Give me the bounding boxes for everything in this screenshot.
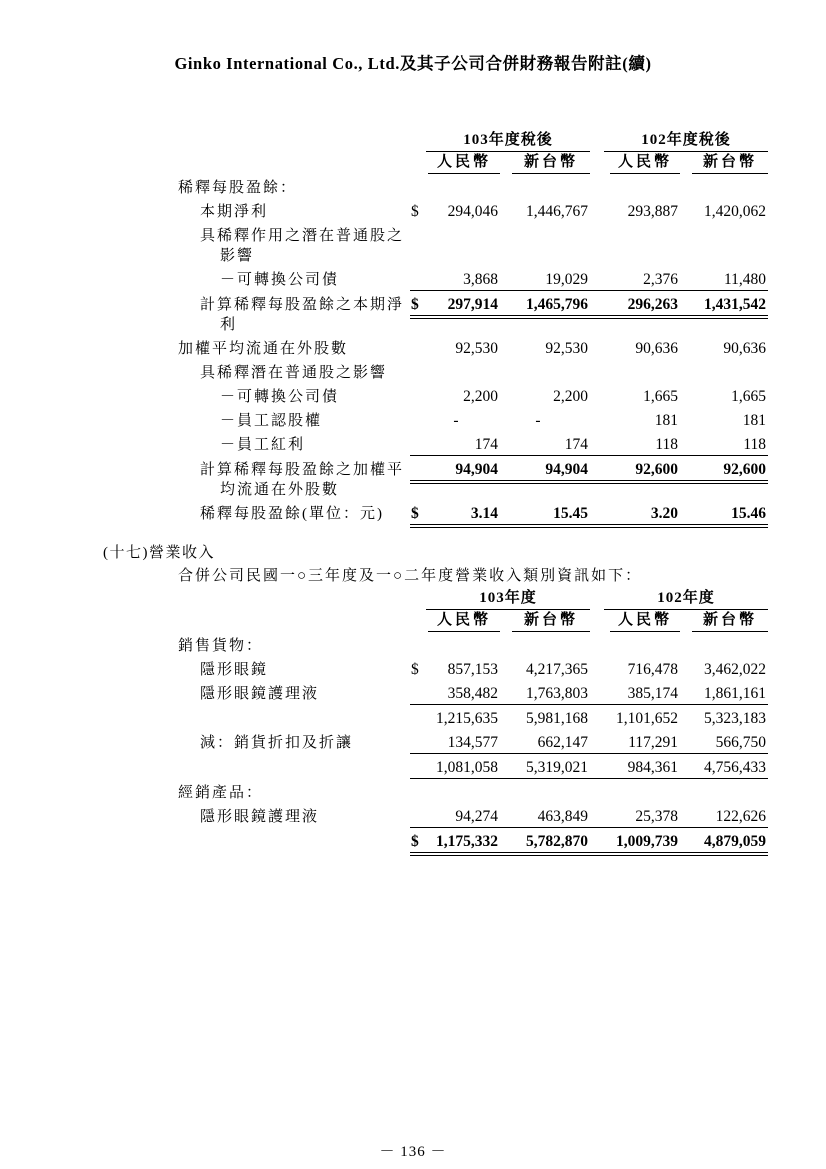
table-row <box>178 705 768 729</box>
currency-header: 人民幣 <box>426 152 500 174</box>
currency-symbol <box>410 222 426 266</box>
column-gap <box>590 431 604 456</box>
currency-symbol: $ <box>410 828 426 856</box>
currency-symbol <box>410 705 426 729</box>
value-cell: 174 <box>426 431 500 456</box>
value-cell <box>680 174 768 198</box>
column-gap <box>590 456 604 500</box>
value-cell: 3,462,022 <box>704 661 767 678</box>
value-cell: 857,153 <box>447 661 498 678</box>
currency-header-row <box>178 152 768 174</box>
table-row <box>178 174 768 198</box>
value-cell <box>500 632 590 656</box>
value-cell: 118 <box>680 431 768 456</box>
value-cell: 662,147 <box>500 729 590 754</box>
value-cell: 566,750 <box>680 729 768 754</box>
value-cell: 134,577 <box>426 729 500 754</box>
table-row <box>178 828 768 856</box>
table-row <box>178 291 768 335</box>
value-cell <box>426 174 500 198</box>
year-group-header: 103年度 <box>426 588 590 610</box>
diluted-eps-table <box>178 130 768 528</box>
column-gap <box>590 779 604 803</box>
currency-header: 新台幣 <box>680 610 768 632</box>
column-gap <box>590 407 604 431</box>
value-cell <box>604 779 680 803</box>
currency-symbol <box>410 407 426 431</box>
value-cell <box>604 222 680 266</box>
value-cell: 3,868 <box>426 266 500 291</box>
value-cell: 5,323,183 <box>704 710 767 727</box>
currency-symbol <box>410 754 426 779</box>
row-label: 加權平均流通在外股數 <box>178 341 349 357</box>
value-cell: - <box>535 412 541 429</box>
currency-symbol: $ <box>411 661 419 678</box>
value-cell: 1,215,635 <box>436 710 498 727</box>
value-cell: 2,200 <box>463 388 498 405</box>
page-title: Ginko International Co., Ltd.及其子公司合併財務報告附註(續) <box>174 54 652 73</box>
value-cell: 181 <box>742 412 767 429</box>
column-gap <box>590 198 604 222</box>
column-gap <box>590 803 604 828</box>
row-label: －員工認股權 <box>220 413 323 429</box>
value-cell: - <box>453 412 459 429</box>
currency-header: 人民幣 <box>426 610 500 632</box>
value-cell: 15.46 <box>680 500 768 528</box>
column-gap <box>590 500 604 528</box>
value-cell: 1,431,542 <box>680 291 768 335</box>
year-group-header: 102年度稅後 <box>604 130 768 152</box>
value-cell: 1,175,332 <box>426 828 500 856</box>
currency-symbol <box>410 359 426 383</box>
value-cell: 5,319,021 <box>500 754 590 779</box>
currency-header: 新台幣 <box>680 152 768 174</box>
value-cell: 94,904 <box>500 456 590 500</box>
column-gap <box>590 754 604 779</box>
table-row <box>178 632 768 656</box>
value-cell: 15.45 <box>500 500 590 528</box>
table-row <box>178 383 768 407</box>
value-cell: 25,378 <box>604 803 680 828</box>
value-cell: 118 <box>604 431 680 456</box>
value-cell <box>426 222 500 266</box>
value-cell: 2,200 <box>553 388 589 405</box>
table-row <box>178 456 768 500</box>
currency-symbol <box>410 729 426 754</box>
value-cell: 5,782,870 <box>500 828 590 856</box>
header-spacer <box>178 588 410 610</box>
header-spacer <box>178 130 410 152</box>
value-cell <box>680 222 768 266</box>
value-cell: 122,626 <box>680 803 768 828</box>
value-cell: 94,274 <box>426 803 500 828</box>
value-cell: 92,530 <box>545 340 589 357</box>
row-label: 計算稀釋每股盈餘之本期淨利 <box>200 297 405 333</box>
table-row <box>178 335 768 359</box>
row-label: 隱形眼鏡護理液 <box>200 809 320 825</box>
currency-symbol <box>410 680 426 705</box>
value-cell: 1,446,767 <box>526 203 589 220</box>
value-cell: 296,263 <box>604 291 680 335</box>
row-label: 銷售貨物： <box>178 638 264 654</box>
row-label: 計算稀釋每股盈餘之加權平均流通在外股數 <box>200 462 405 498</box>
year-group-header: 102年度 <box>604 588 768 610</box>
column-gap <box>590 222 604 266</box>
row-label: 隱形眼鏡 <box>200 662 269 678</box>
year-header-row <box>178 588 768 610</box>
year-header-row <box>178 130 768 152</box>
value-cell: 1,763,803 <box>500 680 590 705</box>
value-cell <box>680 632 768 656</box>
header-spacer <box>178 610 410 632</box>
column-gap <box>590 588 604 610</box>
header-spacer <box>410 610 426 632</box>
value-cell <box>604 632 680 656</box>
table-row <box>178 222 768 266</box>
value-cell: 3.20 <box>604 500 680 528</box>
column-gap <box>590 705 604 729</box>
currency-symbol <box>410 266 426 291</box>
column-gap <box>590 174 604 198</box>
value-cell: 92,530 <box>455 340 498 357</box>
value-cell <box>426 359 500 383</box>
value-cell: 1,665 <box>643 388 679 405</box>
table-row <box>178 198 768 222</box>
table-row <box>178 500 768 528</box>
value-cell: 90,636 <box>723 340 767 357</box>
value-cell: 1,465,796 <box>500 291 590 335</box>
row-label <box>178 828 410 856</box>
value-cell <box>426 779 500 803</box>
value-cell: 117,291 <box>604 729 680 754</box>
currency-symbol <box>410 431 426 456</box>
value-cell: 1,009,739 <box>604 828 680 856</box>
value-cell: 4,756,433 <box>680 754 768 779</box>
value-cell <box>500 174 590 198</box>
column-gap <box>590 680 604 705</box>
value-cell: 1,081,058 <box>426 754 500 779</box>
value-cell: 1,861,161 <box>680 680 768 705</box>
value-cell <box>426 632 500 656</box>
table-row <box>178 656 768 680</box>
column-gap <box>590 266 604 291</box>
row-label: －可轉換公司債 <box>220 272 340 288</box>
table-row <box>178 754 768 779</box>
table-row <box>178 431 768 456</box>
table-row <box>178 779 768 803</box>
table-row <box>178 680 768 705</box>
value-cell: 90,636 <box>635 340 679 357</box>
row-label: －可轉換公司債 <box>220 389 340 405</box>
currency-symbol <box>410 383 426 407</box>
row-label: 具稀釋潛在普通股之影響 <box>200 365 388 381</box>
table-row <box>178 266 768 291</box>
value-cell: 358,482 <box>426 680 500 705</box>
currency-header: 新台幣 <box>500 152 590 174</box>
section-heading: (十七)營業收入 <box>103 545 215 561</box>
value-cell: 181 <box>654 412 679 429</box>
currency-symbol <box>410 779 426 803</box>
value-cell <box>604 174 680 198</box>
value-cell: 984,361 <box>604 754 680 779</box>
table-row <box>178 803 768 828</box>
row-label <box>178 754 410 779</box>
value-cell: 92,600 <box>604 456 680 500</box>
currency-symbol <box>410 174 426 198</box>
value-cell: 3.14 <box>426 500 500 528</box>
row-label <box>178 705 410 729</box>
currency-symbol: $ <box>410 500 426 528</box>
value-cell: 5,981,168 <box>526 710 589 727</box>
header-spacer <box>410 588 426 610</box>
value-cell: 385,174 <box>604 680 680 705</box>
row-label: 稀釋每股盈餘： <box>178 180 298 196</box>
value-cell: 293,887 <box>627 203 679 220</box>
year-group-header: 103年度稅後 <box>426 130 590 152</box>
column-gap <box>590 610 604 632</box>
row-label: 減：銷貨折扣及折讓 <box>200 735 354 751</box>
row-label: 稀釋每股盈餘(單位：元) <box>200 506 384 522</box>
value-cell <box>500 779 590 803</box>
value-cell: 1,420,062 <box>704 203 767 220</box>
column-gap <box>590 359 604 383</box>
value-cell: 1,101,652 <box>616 710 679 727</box>
column-gap <box>590 335 604 359</box>
value-cell: 297,914 <box>426 291 500 335</box>
table-row <box>178 359 768 383</box>
value-cell: 2,376 <box>604 266 680 291</box>
header-spacer <box>410 152 426 174</box>
currency-symbol <box>410 335 426 359</box>
column-gap <box>590 656 604 680</box>
column-gap <box>590 291 604 335</box>
column-gap <box>590 130 604 152</box>
value-cell: 4,879,059 <box>680 828 768 856</box>
row-label: 隱形眼鏡護理液 <box>200 686 320 702</box>
row-label: －員工紅利 <box>220 437 306 453</box>
value-cell: 716,478 <box>627 661 679 678</box>
currency-header: 人民幣 <box>604 152 680 174</box>
currency-symbol <box>410 456 426 500</box>
value-cell: 94,904 <box>426 456 500 500</box>
currency-symbol <box>410 803 426 828</box>
table-row <box>178 407 768 431</box>
section-intro: 合併公司民國一○三年度及一○二年度營業收入類別資訊如下： <box>178 568 643 584</box>
value-cell: 4,217,365 <box>526 661 589 678</box>
currency-header: 人民幣 <box>604 610 680 632</box>
value-cell: 1,665 <box>731 388 767 405</box>
value-cell <box>680 779 768 803</box>
currency-header-row <box>178 610 768 632</box>
currency-symbol: $ <box>410 291 426 335</box>
value-cell: 19,029 <box>500 266 590 291</box>
header-spacer <box>410 130 426 152</box>
header-spacer <box>178 152 410 174</box>
row-label: 本期淨利 <box>200 204 269 220</box>
operating-revenue-table <box>178 588 768 856</box>
value-cell <box>500 222 590 266</box>
value-cell <box>604 359 680 383</box>
page-number: － 136 － <box>379 1144 447 1160</box>
value-cell: 463,849 <box>500 803 590 828</box>
table-row <box>178 729 768 754</box>
row-label: 具稀釋作用之潛在普通股之影響 <box>200 228 405 264</box>
currency-header: 新台幣 <box>500 610 590 632</box>
value-cell <box>680 359 768 383</box>
value-cell: 174 <box>500 431 590 456</box>
currency-symbol: $ <box>411 203 419 220</box>
column-gap <box>590 828 604 856</box>
value-cell: 92,600 <box>680 456 768 500</box>
column-gap <box>590 729 604 754</box>
column-gap <box>590 632 604 656</box>
value-cell: 11,480 <box>680 266 768 291</box>
column-gap <box>590 383 604 407</box>
value-cell <box>500 359 590 383</box>
value-cell: 294,046 <box>447 203 498 220</box>
column-gap <box>590 152 604 174</box>
row-label: 經銷產品： <box>178 785 264 801</box>
currency-symbol <box>410 632 426 656</box>
